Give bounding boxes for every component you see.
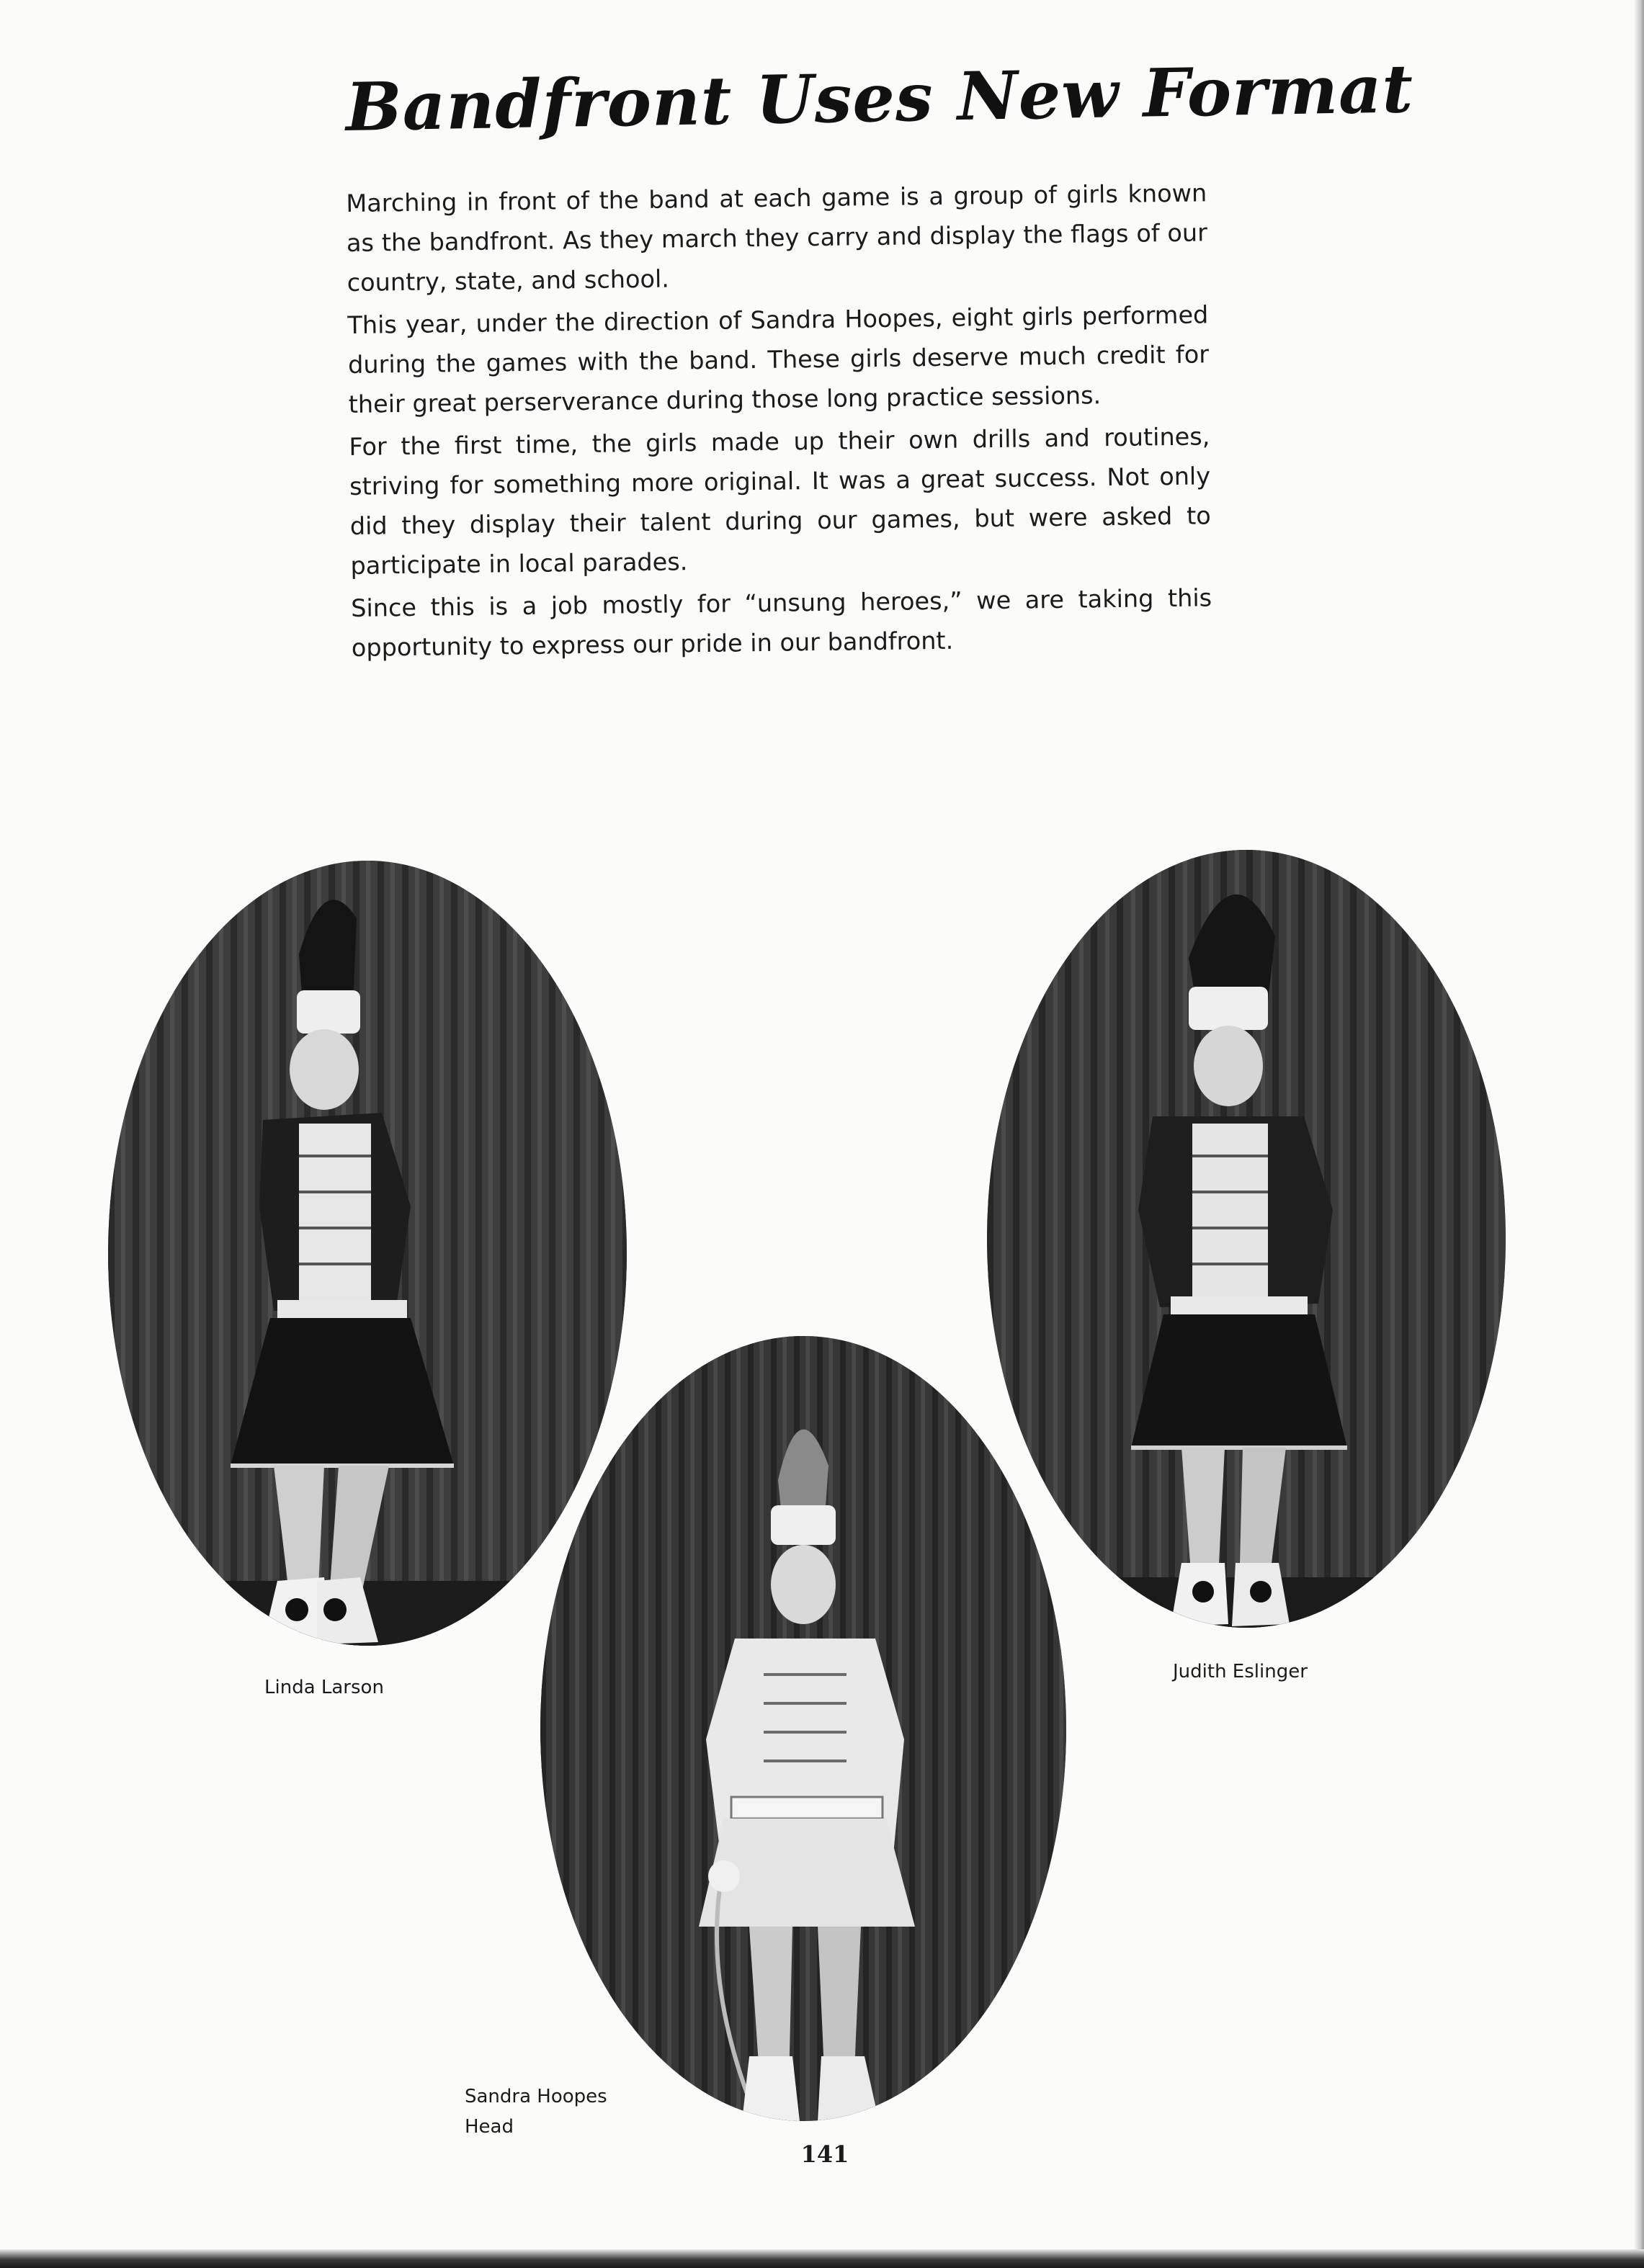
page-number: 141 xyxy=(800,2141,849,2168)
page-bottom-edge xyxy=(0,2249,1644,2268)
majorette-figure-illustration xyxy=(987,850,1506,1628)
caption-name: Judith Eslinger xyxy=(1173,1661,1308,1682)
majorette-figure-illustration xyxy=(108,861,627,1646)
page-binding-edge xyxy=(1634,0,1644,2268)
portrait-photo-sandra-hoopes xyxy=(540,1336,1066,2121)
portrait-photo-judith-eslinger xyxy=(987,850,1506,1628)
article-paragraph: Marching in front of the band at each game is a group of girls known as the bandfront. As they march they carry and display the flags of our country, state, and school. xyxy=(346,179,1208,297)
article-paragraph: For the first time, the girls made up their own drills and routines, striving for something more original. It was a great success. Not only did they display their talent during our games, but were asked to participate in local parades. xyxy=(349,422,1211,580)
article-paragraph: This year, under the direction of Sandra Hoopes, eight girls performed during the games with the band. These girls deserve much credit for their great perserverance during those long practice sessions. xyxy=(347,300,1210,418)
page-title: Bandfront Uses New Format xyxy=(345,50,1414,146)
caption-name: Sandra Hoopes xyxy=(465,2086,607,2107)
portrait-photo-linda-larson xyxy=(108,861,627,1646)
majorette-figure-illustration xyxy=(540,1336,1066,2121)
caption-sandra-hoopes xyxy=(465,2081,607,2142)
article-body xyxy=(346,173,1212,671)
caption-linda-larson xyxy=(264,1672,384,1703)
caption-role: Head xyxy=(465,2116,514,2138)
article-paragraph: Since this is a job mostly for “unsung heroes,” we are taking this opportunity to express our pride in our bandfront. xyxy=(350,583,1212,662)
caption-name: Linda Larson xyxy=(264,1677,384,1698)
caption-judith-eslinger xyxy=(1173,1657,1308,1687)
